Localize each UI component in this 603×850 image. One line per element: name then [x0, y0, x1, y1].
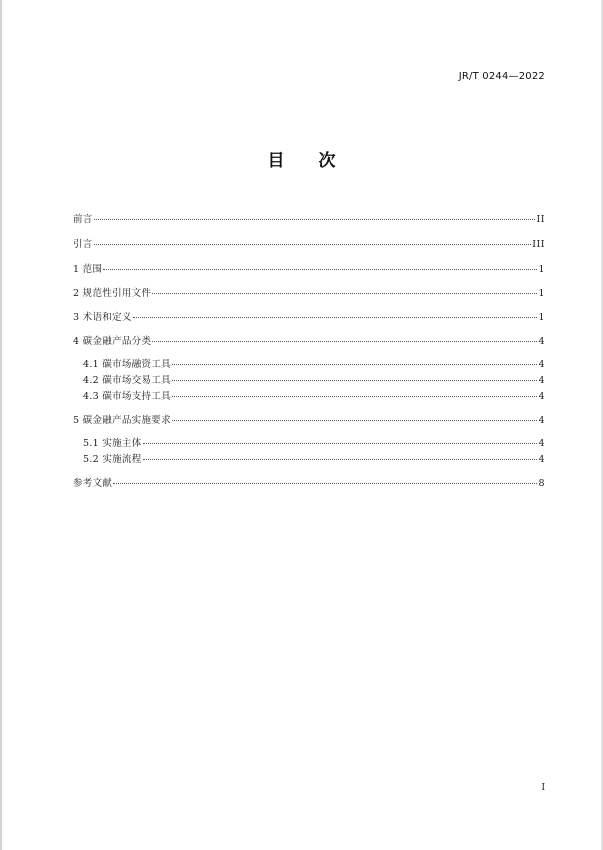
toc-entry-foreword[interactable]	[73, 213, 545, 226]
toc-entry-page: 4	[538, 391, 545, 402]
toc-leader-dots	[152, 292, 537, 294]
page-number: I	[541, 783, 545, 793]
toc-entry-page: 1	[538, 264, 545, 275]
toc-leader-dots	[172, 419, 538, 421]
toc-entry-page: 1	[538, 312, 545, 323]
toc-leader-dots	[143, 442, 538, 444]
toc-entry-implementing-entity[interactable]	[83, 437, 545, 450]
toc-entry-page: 8	[538, 478, 545, 489]
toc-leader-dots	[94, 243, 532, 245]
toc-entry-support-tools[interactable]	[83, 390, 545, 403]
document-code: JR/T 0244—2022	[458, 71, 545, 82]
toc-leader-dots	[143, 458, 538, 460]
toc-entry-product-classification[interactable]	[73, 335, 545, 348]
toc-entry-page: 4	[538, 454, 545, 465]
toc-entry-scope[interactable]	[73, 263, 545, 276]
toc-entry-page: II	[536, 214, 545, 225]
toc-entry-financing-tools[interactable]	[83, 358, 545, 371]
toc-entry-page: 4	[538, 415, 545, 426]
toc-leader-dots	[172, 363, 538, 365]
toc-entry-page: 1	[538, 288, 545, 299]
toc-entry-normative-references[interactable]	[73, 287, 545, 300]
toc-entry-label: 4 碳金融产品分类	[73, 336, 152, 347]
toc-entry-page: 4	[538, 336, 545, 347]
toc-title-char-2: 次	[318, 151, 336, 171]
toc-leader-dots	[103, 268, 537, 270]
toc-leader-dots	[113, 482, 537, 484]
toc-entry-label: 前言	[73, 214, 93, 225]
toc-entry-label: 5.2 实施流程	[83, 454, 142, 465]
toc-entry-page: III	[532, 239, 545, 250]
toc-entry-label: 4.2 碳市场交易工具	[83, 375, 171, 386]
toc-entry-page: 4	[538, 375, 545, 386]
toc-leader-dots	[172, 379, 538, 381]
toc-entry-trading-tools[interactable]	[83, 374, 545, 387]
toc-leader-dots	[94, 218, 536, 220]
toc-entry-label: 2 规范性引用文件	[73, 288, 152, 299]
toc-title	[0, 146, 603, 171]
toc-entry-label: 引言	[73, 239, 93, 250]
toc-entry-label: 5.1 实施主体	[83, 438, 142, 449]
page-edge-left	[0, 0, 2, 850]
toc-entry-implementation-requirements[interactable]	[73, 414, 545, 427]
toc-entry-bibliography[interactable]	[73, 477, 545, 490]
toc-entry-page: 4	[538, 438, 545, 449]
toc-entry-label: 1 范围	[73, 264, 103, 275]
toc-leader-dots	[152, 340, 537, 342]
toc-entry-label: 4.3 碳市场支持工具	[83, 391, 171, 402]
toc-entry-label: 3 术语和定义	[73, 312, 132, 323]
toc-title-char-1: 目	[267, 151, 285, 171]
toc-entry-label: 参考文献	[73, 478, 113, 489]
toc-entry-label: 4.1 碳市场融资工具	[83, 359, 171, 370]
toc-entry-implementation-process[interactable]	[83, 453, 545, 466]
toc-leader-dots	[133, 316, 538, 318]
toc-entry-label: 5 碳金融产品实施要求	[73, 415, 171, 426]
toc-entry-terms-definitions[interactable]	[73, 311, 545, 324]
toc-entry-introduction[interactable]	[73, 238, 545, 251]
toc-entry-page: 4	[538, 359, 545, 370]
toc-leader-dots	[172, 395, 538, 397]
